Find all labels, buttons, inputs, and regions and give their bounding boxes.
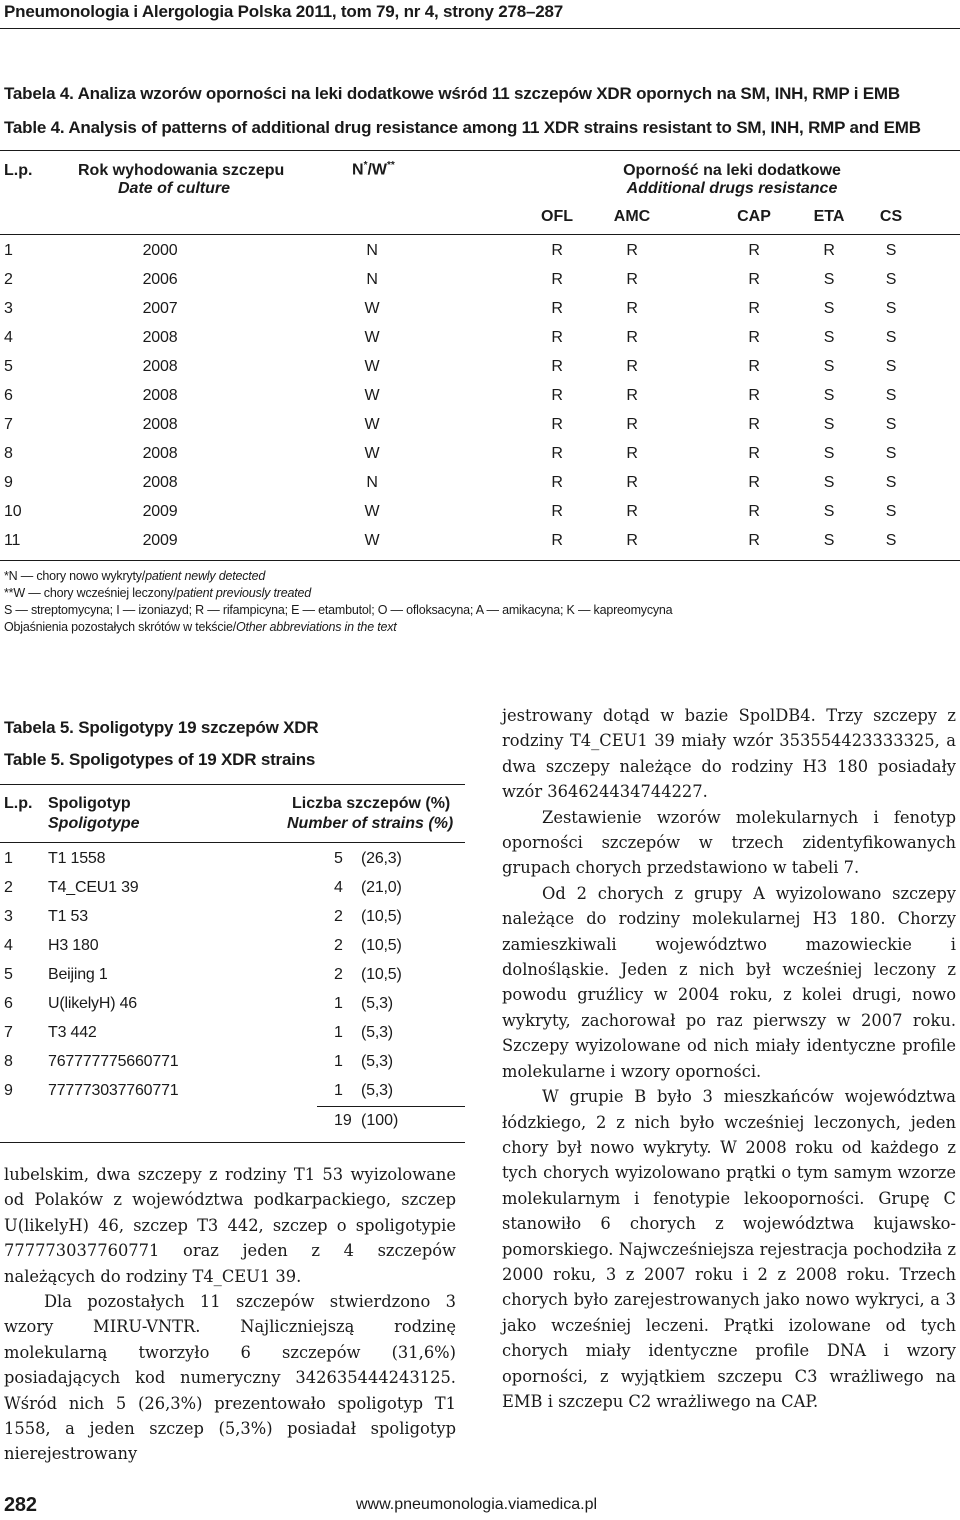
table4-cell: R — [551, 532, 563, 549]
table5-cell: T3 442 — [48, 1024, 97, 1041]
table4-head-resistance-en: Additional drugs resistance — [626, 180, 838, 197]
table4-head-nw: N*/W** — [352, 160, 395, 179]
table4-cell: W — [364, 416, 380, 433]
table4-cell: 3 — [4, 300, 13, 317]
table4-head-year-en: Date of culture — [118, 180, 231, 197]
table4-cell: S — [885, 474, 897, 491]
table4-cell: 10 — [4, 503, 22, 520]
table4-cell: S — [823, 358, 835, 375]
table4-cell: R — [626, 358, 638, 375]
table4-cell: R — [626, 271, 638, 288]
table4-cell: R — [551, 329, 563, 346]
table4-cell: 2009 — [142, 503, 178, 520]
table4-cell: R — [748, 387, 760, 404]
table4-cell: S — [823, 387, 835, 404]
table4-cell: R — [748, 242, 760, 259]
table4-cell: 5 — [4, 358, 13, 375]
table4-head-drug: AMC — [613, 208, 651, 225]
table5-caption-en: Table 5. Spoligotypes of 19 XDR strains — [4, 750, 316, 769]
paragraph: jestrowany dotąd w bazie SpolDB4. Trzy szczepy z rodziny T4_CEU1 39 miały wzór 353554423333325, a dwa szczepy należące do rodziny H3 180 posiadały wzór 364624434744227. — [502, 706, 956, 802]
table4-head-resistance-pl: Oporność na leki dodatkowe — [623, 162, 841, 179]
table5-sum-rule — [317, 1106, 465, 1107]
table5-cell: 5 — [334, 850, 343, 867]
table5-cell: 1 — [334, 1024, 343, 1041]
table4-cell: R — [626, 387, 638, 404]
table5-cell: 6 — [4, 995, 13, 1012]
paragraph: Od 2 chorych z grupy A wyizolowano szczepy należące do rodziny molekularnej H3 180. Chorzy zamieszkiwali województwo mazowieckie i dolnośląskie. Jeden z nich był wcześniej leczony z powodu gruźlicy w 2004 roku, z kolei drugi, nowo wykryty, zachorował po raz pierwszy w 2007 roku. Szczepy wyizolowane od nich miały identyczne profile molekularne i wzory oporności. — [502, 883, 956, 1081]
table5-cell: 777773037760771 — [48, 1082, 179, 1099]
table4-cell: R — [626, 474, 638, 491]
table5-cell: 9 — [4, 1082, 13, 1099]
table4-cell: R — [748, 445, 760, 462]
table4-head-drug: CAP — [737, 208, 771, 225]
table4-head-drug: OFL — [541, 208, 573, 225]
table4-cell: R — [551, 474, 563, 491]
table5-head-rule — [0, 842, 465, 843]
table5-cell: (10,5) — [361, 937, 402, 954]
table5-cell: 2 — [334, 908, 343, 925]
table5-cell: H3 180 — [48, 937, 99, 954]
table5-cell: 4 — [334, 879, 343, 896]
table4-cell: R — [551, 387, 563, 404]
table5-cell: (5,3) — [361, 1024, 393, 1041]
table4-cell: R — [748, 503, 760, 520]
table5-cell: U(likelyH) 46 — [48, 995, 137, 1012]
table4-cell: R — [748, 329, 760, 346]
table4-head-rule — [0, 234, 960, 235]
table5-head-count-pl: Liczba szczepów (%) — [292, 795, 451, 812]
table4-cell: R — [823, 242, 835, 259]
table4-cell: S — [823, 445, 835, 462]
table5-cell: (5,3) — [361, 1053, 393, 1070]
table4-cell: 2009 — [142, 532, 178, 549]
table4-cell: S — [823, 271, 835, 288]
table5-cell: T1 1558 — [48, 850, 106, 867]
table5-total-percent: (100) — [361, 1112, 399, 1129]
table4-cell: 2008 — [142, 474, 178, 491]
table5-cell: (10,5) — [361, 908, 402, 925]
paragraph: W grupie B było 3 mieszkańców województwa łódzkiego, 2 z nich było wcześniej leczonych, jeden chory był nowo wykryty. W 2008 roku od każdego z tych chorych wyizolowano prątki o tym samym wzorze molekularnym i fenotypie lekooporności. Grupę C stanowiło 6 chorych z województwa kujawsko-pomorskiego. Najwcześniejsza rejestracja pochodziła z 2000 roku, 3 z 2007 roku i 2 z 2008 roku. Trzech chorych było zarejestrowanych jako nowo wykryci, a 3 jako wcześniej leczeni. Prątki izolowane od tych chorych miały identyczne profile DNA i wzory oporności, z wyjątkiem szczepu C3 wrażliwego na EMB i szczepu C2 wrażliwego na CAP. — [502, 1087, 956, 1411]
table5-cell: (21,0) — [361, 879, 402, 896]
table4-cell: R — [626, 416, 638, 433]
left-column-text — [4, 1162, 456, 1467]
table4-cell: R — [748, 474, 760, 491]
table4-cell: S — [885, 271, 897, 288]
table4-note: **W — chory wcześniej leczony/patient previously treated — [4, 586, 311, 600]
table4-bottom-rule — [0, 560, 960, 561]
page-number: 282 — [4, 1494, 37, 1516]
table4-cell: R — [551, 445, 563, 462]
table5-cell: 5 — [4, 966, 13, 983]
table4-head-year-pl: Rok wyhodowania szczepu — [78, 162, 285, 179]
table4-cell: S — [885, 532, 897, 549]
table4-cell: W — [364, 300, 380, 317]
table4-head-lp: L.p. — [4, 162, 33, 179]
table5-cell: (5,3) — [361, 1082, 393, 1099]
table4-caption-en: Table 4. Analysis of patterns of additional drug resistance among 11 XDR strains resistant to SM, INH, RMP and EMB — [4, 118, 921, 137]
table4-cell: 7 — [4, 416, 13, 433]
table4-cell: S — [885, 445, 897, 462]
table5-cell: 4 — [4, 937, 13, 954]
table4-cell: R — [626, 445, 638, 462]
table4-cell: 8 — [4, 445, 13, 462]
table4-cell: R — [551, 358, 563, 375]
table4-cell: S — [823, 329, 835, 346]
table4-note: *N — chory nowo wykryty/patient newly detected — [4, 569, 266, 583]
table4-cell: W — [364, 503, 380, 520]
table4-cell: S — [823, 416, 835, 433]
table4-cell: N — [366, 271, 378, 288]
table4-cell: 4 — [4, 329, 13, 346]
journal-url: www.pneumonologia.viamedica.pl — [356, 1496, 598, 1513]
table5-cell: 1 — [334, 1082, 343, 1099]
table4-cell: R — [748, 271, 760, 288]
table4-cell: R — [748, 300, 760, 317]
table4-cell: 2008 — [142, 416, 178, 433]
table4-cell: W — [364, 358, 380, 375]
table4-cell: 1 — [4, 242, 13, 259]
table4-note: S — streptomycyna; I — izoniazyd; R — rifampicyna; E — etambutol; O — ofloksacyna; A — amikacyna; K — kapreomycyna — [4, 603, 673, 617]
table4-cell: S — [823, 532, 835, 549]
table5-top-rule — [0, 784, 465, 785]
table4-cell: W — [364, 387, 380, 404]
table5-cell: (26,3) — [361, 850, 402, 867]
table5-cell: T1 53 — [48, 908, 88, 925]
table5-head-spoligotype-en: Spoligotype — [48, 815, 140, 832]
table4-cell: 2008 — [142, 445, 178, 462]
table4-cell: S — [885, 242, 897, 259]
table4-cell: R — [626, 329, 638, 346]
table4-cell: S — [823, 503, 835, 520]
table4-cell: S — [885, 329, 897, 346]
table4-cell: W — [364, 532, 380, 549]
table4-cell: S — [885, 387, 897, 404]
table4-cell: 9 — [4, 474, 13, 491]
table4-note: Objaśnienia pozostałych skrótów w tekście/Other abbreviations in the text — [4, 620, 397, 634]
table4-cell: S — [823, 474, 835, 491]
table4-cell: R — [551, 416, 563, 433]
table5-cell: 2 — [334, 937, 343, 954]
table4-cell: 6 — [4, 387, 13, 404]
table5-bottom-rule — [0, 1142, 465, 1143]
paragraph: lubelskim, dwa szczepy z rodziny T1 53 wyizolowane od Polaków z województwa podkarpackiego, szczep U(likelyH) 46, szczep T3 442, szczep o spoligotypie 777773037760771 oraz jeden z 4 szczepów należących do rodziny T4_CEU1 39. — [4, 1165, 456, 1286]
table4-caption-pl: Tabela 4. Analiza wzorów oporności na leki dodatkowe wśród 11 szczepów XDR opornych na SM, INH, RMP i EMB — [4, 84, 900, 103]
header-rule — [0, 28, 960, 29]
table4-cell: R — [748, 532, 760, 549]
journal-header: Pneumonologia i Alergologia Polska 2011, tom 79, nr 4, strony 278–287 — [4, 2, 564, 21]
table5-cell: 2 — [4, 879, 13, 896]
table5-cell: 7 — [4, 1024, 13, 1041]
table4-cell: S — [885, 503, 897, 520]
paragraph: Dla pozostałych 11 szczepów stwierdzono 3 wzory MIRU-VNTR. Najliczniejszą rodzinę molekularną tworzyło 6 szczepów (31,6%) posiadających kod numeryczny 342635444243125. Wśród nich 5 (26,3%) prezentowało spoligotyp T1 1558, a jeden szczep (5,3%) posiadał spoligotyp nierejestrowany — [4, 1292, 456, 1464]
table4-cell: N — [366, 242, 378, 259]
table4-cell: R — [626, 532, 638, 549]
table4-cell: R — [626, 300, 638, 317]
table5-cell: 2 — [334, 966, 343, 983]
table5-caption-pl: Tabela 5. Spoligotypy 19 szczepów XDR — [4, 718, 319, 737]
table4-cell: 2 — [4, 271, 13, 288]
table5-cell: 8 — [4, 1053, 13, 1070]
table5-cell: (5,3) — [361, 995, 393, 1012]
table4-cell: R — [748, 416, 760, 433]
paragraph: Zestawienie wzorów molekularnych i fenotyp oporności szczepów w trzech zidentyfikowanych grupach chorych przedstawiono w tabeli 7. — [502, 807, 956, 878]
table4-cell: 2007 — [142, 300, 178, 317]
table5-cell: 3 — [4, 908, 13, 925]
table5-cell: 767777775660771 — [48, 1053, 179, 1070]
table5-head-count-en: Number of strains (%) — [287, 815, 454, 832]
table4-cell: R — [626, 503, 638, 520]
table4-cell: 2008 — [142, 329, 178, 346]
table4-top-rule — [0, 150, 960, 151]
table5-total-count: 19 — [334, 1112, 352, 1129]
table4-cell: N — [366, 474, 378, 491]
table4-cell: S — [885, 416, 897, 433]
table4-cell: R — [748, 358, 760, 375]
table5-cell: Beijing 1 — [48, 966, 108, 983]
table4-head-drug: ETA — [813, 208, 845, 225]
table4-cell: S — [823, 300, 835, 317]
table4-cell: S — [885, 300, 897, 317]
table5-cell: 1 — [334, 995, 343, 1012]
table4-cell: R — [626, 242, 638, 259]
table5-head-lp: L.p. — [4, 795, 33, 812]
table5-cell: T4_CEU1 39 — [48, 879, 139, 896]
table5-cell: (10,5) — [361, 966, 402, 983]
table5-cell: 1 — [334, 1053, 343, 1070]
table4-cell: R — [551, 271, 563, 288]
right-column-text — [502, 703, 956, 1414]
table4-cell: W — [364, 445, 380, 462]
table5-head-spoligotype-pl: Spoligotyp — [48, 795, 131, 812]
table4-cell: 2008 — [142, 358, 178, 375]
table4-cell: R — [551, 300, 563, 317]
table4-cell: 2008 — [142, 387, 178, 404]
table4-cell: R — [551, 242, 563, 259]
table4-head-drug: CS — [879, 208, 903, 225]
table4-cell: R — [551, 503, 563, 520]
table4-cell: S — [885, 358, 897, 375]
table4-cell: 11 — [4, 532, 21, 549]
table5-cell: 1 — [4, 850, 13, 867]
table4-cell: 2006 — [142, 271, 178, 288]
table4-cell: 2000 — [142, 242, 178, 259]
table4-cell: W — [364, 329, 380, 346]
